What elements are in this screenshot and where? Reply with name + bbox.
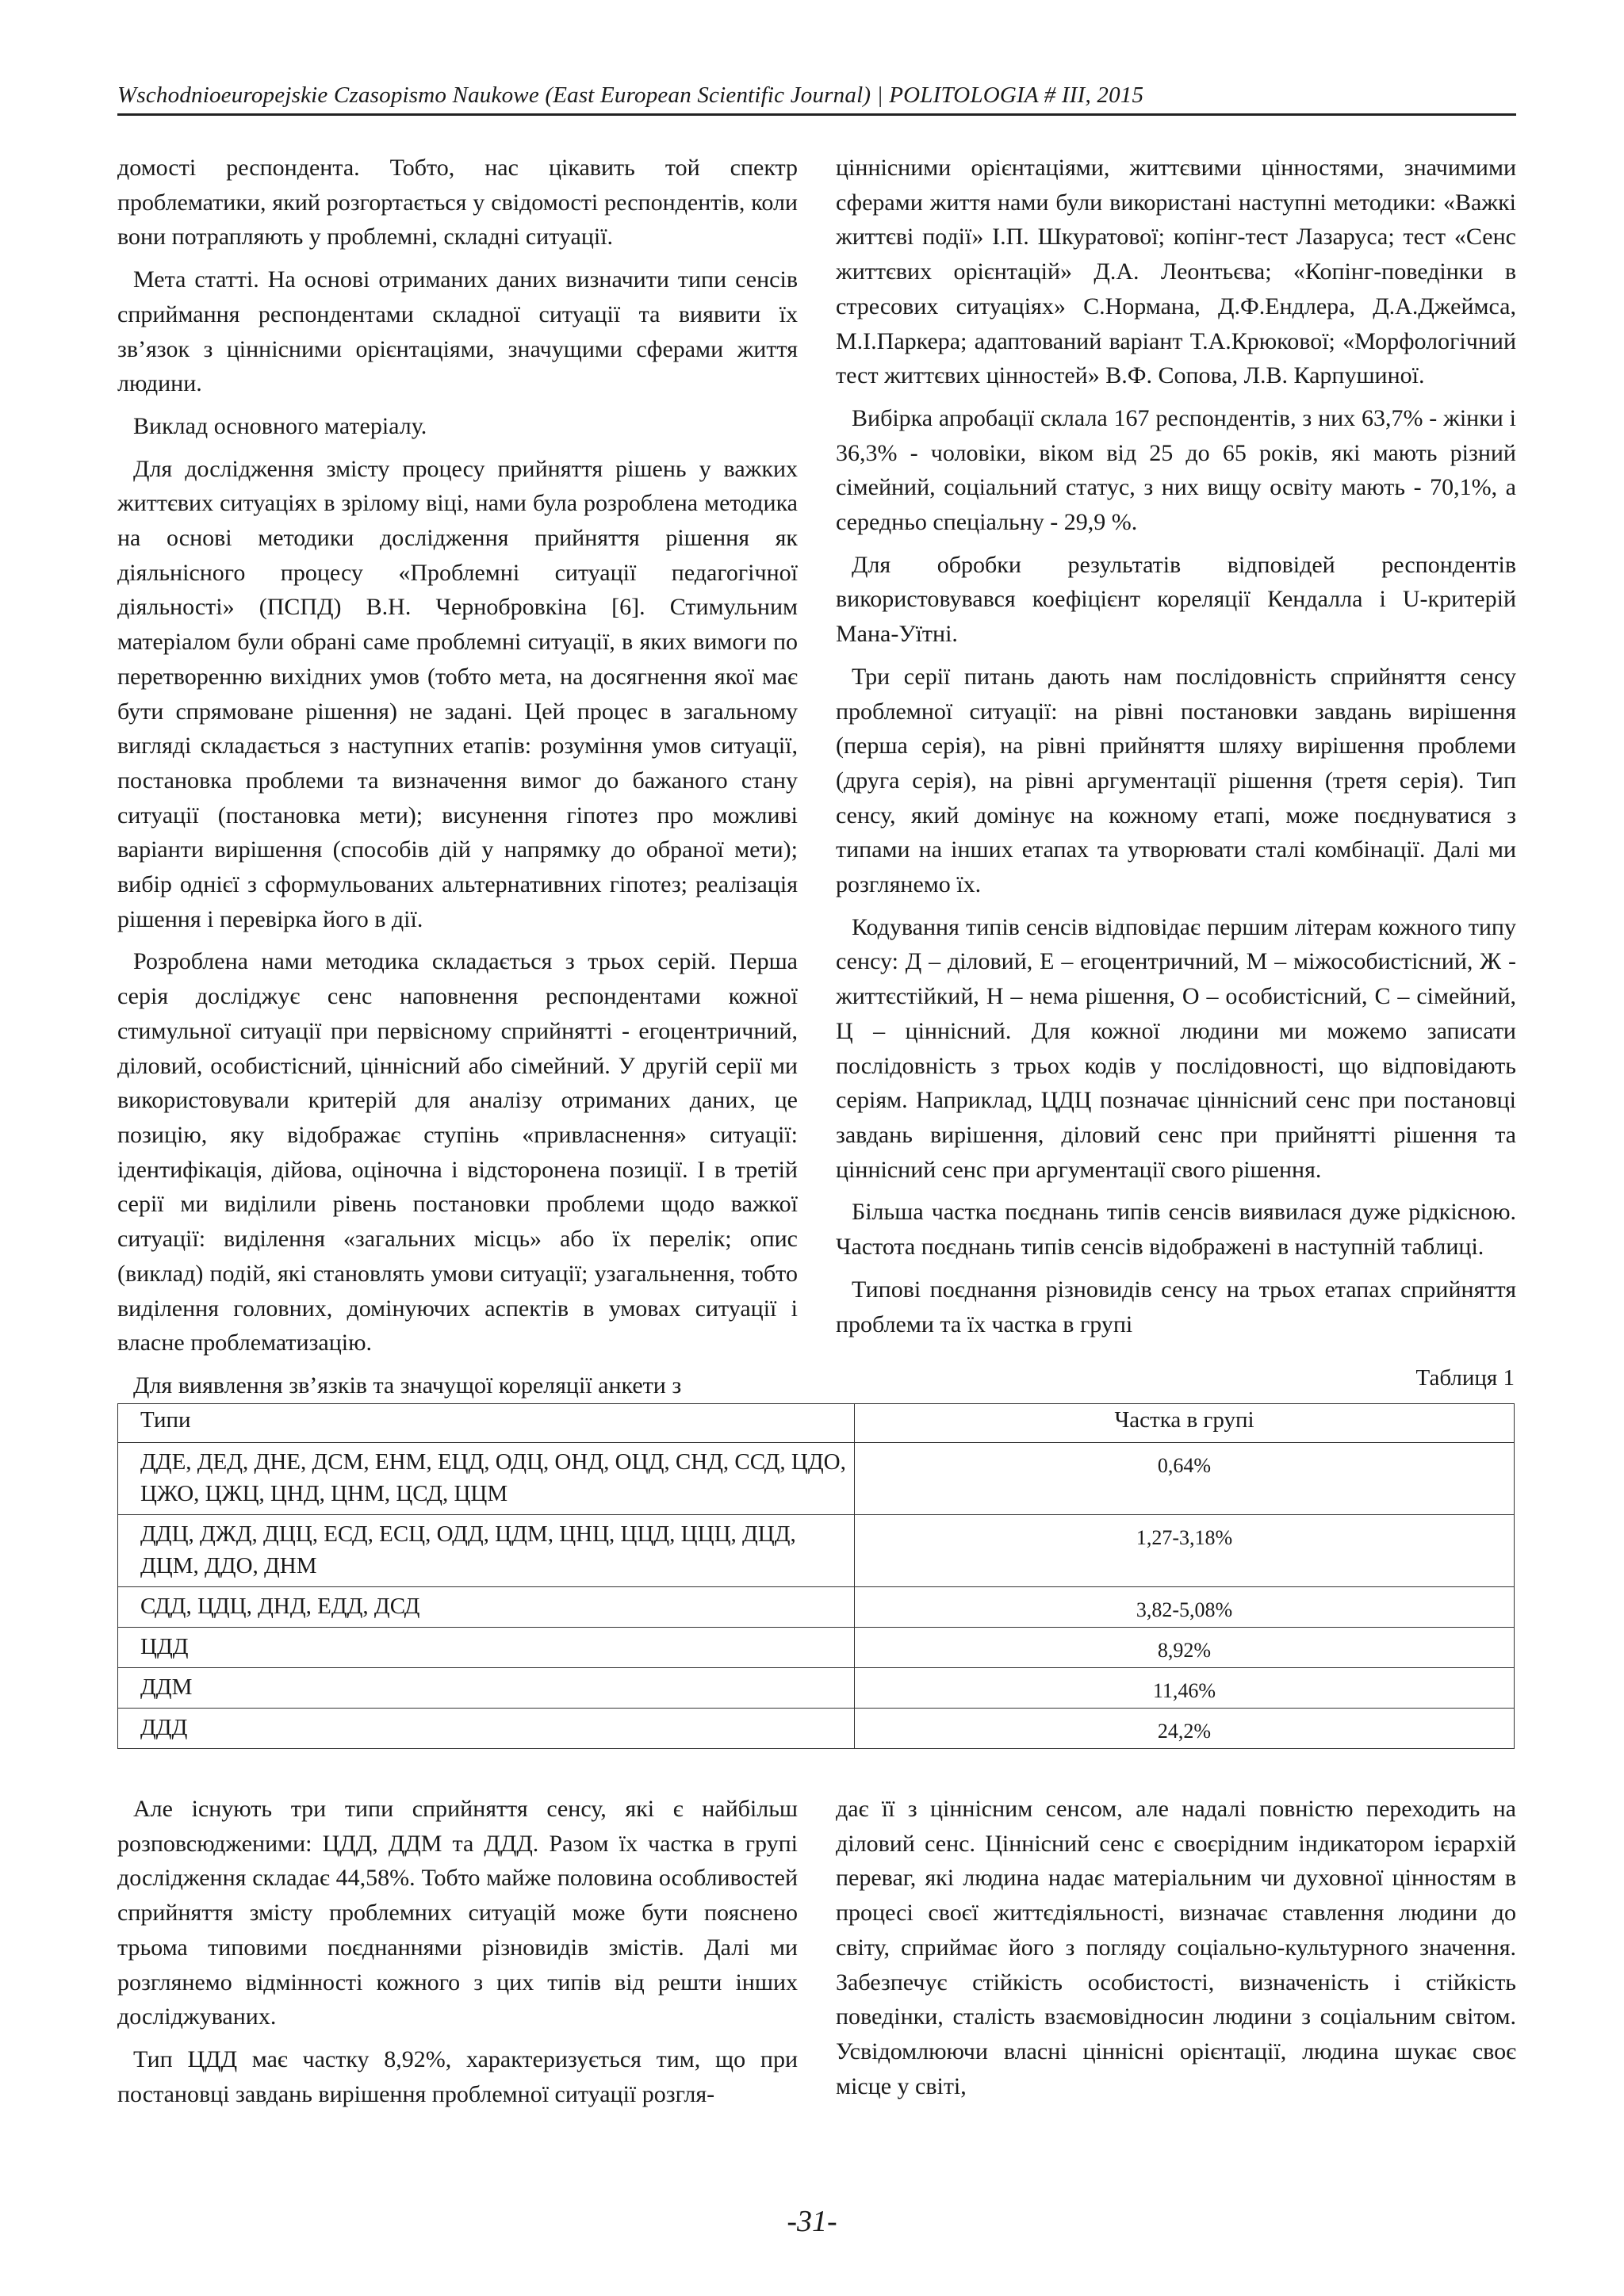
table-row xyxy=(118,1515,1515,1587)
table-header-row xyxy=(118,1404,1515,1443)
types-cell: СДД, ЦДЦ, ДНД, ЕДД, ДСД xyxy=(118,1587,855,1628)
column-header-share: Частка в групі xyxy=(855,1404,1515,1443)
paragraph: ціннісними орієнтаціями, життєвими цінностями, значимими сферами життя нами були використані наступні методики: «Важкі життєві події» І.П. Шкуратової; копінг-тест Лазаруса; тест «Сенс життєвих орієнтацій» Д.А. Леонтьєва; «Копінг-поведінки в стресових ситуаціях» С.Нормана, Д.Ф.Ендлера, Д.А.Джеймса, М.І.Паркера; адаптований варіант Т.А.Крюкової; «Морфологічний тест життєвих цінностей» В.Ф. Сопова, Л.В. Карпушиної. xyxy=(836,155,1516,389)
text-column-left-bottom xyxy=(117,1792,798,2111)
column-header-types: Типи xyxy=(118,1404,855,1443)
share-cell: 0,64% xyxy=(855,1443,1515,1515)
table-caption: Таблиця 1 xyxy=(1415,1365,1515,1391)
paragraph: Кодування типів сенсів відповідає першим літерам кожного типу сенсу: Д – діловий, Е – егоцентричний, М – міжособистісний, Ж - життєстійкий, Н – нема рішення, О – особистісний, С – сімейний, Ц – ціннісний. Для кожної людини ми можемо записати послідовність з трьох кодів у послідовності, що відповідають серіям. Наприклад, ЦДЦ позначає ціннісний сенс при постановці завдань вирішення, діловий сенс при прийнятті рішення та ціннісний сенс при аргументації свого рішення. xyxy=(836,913,1516,1183)
text-column-right-top xyxy=(836,151,1516,1341)
share-cell: 3,82-5,08% xyxy=(855,1587,1515,1628)
journal-header: Wschodnioeuropejskie Czasopismo Naukowe (East European Scientific Journal) | POLITOLOGIA # III, 2015 xyxy=(117,82,1516,116)
types-cell: ДДЕ, ДЕД, ДНЕ, ДСМ, ЕНМ, ЕЦД, ОДЦ, ОНД, ОЦД, СНД, ССД, ЦДО, ЦЖО, ЦЖЦ, ЦНД, ЦНМ, ЦСД, ЦЦМ xyxy=(118,1443,855,1515)
text-column-right-bottom xyxy=(836,1792,1516,2103)
data-table xyxy=(117,1403,1515,1749)
paragraph: Більша частка поєднань типів сенсів виявилася дуже рідкісною. Частота поєднань типів сенсів відображені в наступній таблиці. xyxy=(836,1199,1516,1261)
share-cell: 8,92% xyxy=(855,1628,1515,1668)
paragraph: Для обробки результатів відповідей респондентів використовувався коефіцієнт кореляції Кендалла і U-критерій Мана-Уїтні. xyxy=(836,551,1516,648)
paragraph: дає її з ціннісним сенсом, але надалі повністю переходить на діловий сенс. Ціннісний сенс є своєрідним індикатором ієрархій переваг, які людина надає матеріальним чи духовної цінностям в процесі своєї життєдіяльності, визначає ставлення людини до світу, сприймає його з погляду соціально-культурного значення. Забезпечує стійкість особистості, визначеність і стійкість поведінки, сталість взаємовідносин людини з соціальним світом. Усвідомлюючи власні ціннісні орієнтації, людина шукає своє місце у світі, xyxy=(836,1796,1516,2099)
paragraph: Три серії питань дають нам послідовність сприйняття сенсу проблемної ситуації: на рівні постановки завдань вирішення (перша серія), на рівні прийняття шляху вирішення проблеми (друга серія), на рівні аргументації рішення (третя серія). Тип сенсу, який домінує на кожному етапі, може поєднуватися з типами на інших етапах та утворювати сталі комбінації. Далі ми розглянемо їх. xyxy=(836,663,1516,898)
table-row xyxy=(118,1443,1515,1515)
paragraph: Для виявлення зв’язків та значущої кореляції анкети з xyxy=(133,1372,682,1399)
table-row xyxy=(118,1709,1515,1749)
share-cell: 11,46% xyxy=(855,1668,1515,1709)
types-cell: ЦДД xyxy=(118,1628,855,1668)
types-cell: ДДД xyxy=(118,1709,855,1749)
share-cell: 24,2% xyxy=(855,1709,1515,1749)
paragraph: Тип ЦДД має частку 8,92%, характеризується тим, що при постановці завдань вирішення проблемної ситуації розгля- xyxy=(117,2045,798,2107)
paragraph: Вибірка апробації склала 167 респондентів, з них 63,7% - жінки і 36,3% - чоловіки, віком від 25 до 65 років, які мають різний сімейний, соціальний статус, з них вищу освіту мають - 70,1%, а середньо спеціальну - 29,9 %. xyxy=(836,404,1516,536)
paragraph: Для дослідження змісту процесу прийняття рішень у важких життєвих ситуаціях в зрілому віці, нами була розроблена методика на основі методики дослідження прийняття рішення як діяльнісного процесу «Проблемні ситуації педагогічної діяльності» (ПСПД) В.Н. Чернобровкіна [6]. Стимульним матеріалом були обрані саме проблемні ситуації, в яких вимоги по перетворенню вихідних умов (тобто мета, на досягнення якої має бути спрямоване рішення) не задані. Цей процес в загальному вигляді складається з наступних етапів: розуміння умов ситуації, постановка проблеми та визначення вимог до бажаного стану ситуації (постановка мети); висунення гіпотез про можливі варіанти вирішення (способів дій у напрямку до обраної мети); вибір однієї з сформульованих альтернативних гіпотез; реалізація рішення і перевірка його в дії. xyxy=(117,455,798,932)
table-title: Типові поєднання різновидів сенсу на трьох етапах сприйняття проблеми та їх частка в групі xyxy=(836,1276,1516,1337)
text-column-left-top xyxy=(117,151,798,1403)
paragraph: Але існують три типи сприйняття сенсу, які є найбільш розповсюдженими: ЦДД, ДДМ та ДДД. Разом їх частка в групі дослідження складає 44,58%. Тобто майже половина особливостей сприйняття змісту проблемних ситуацій може бути пояснено трьома типовими поєднаннями різновидів змістів. Далі ми розглянемо відмінності кожного з цих типів від решти інших досліджуваних. xyxy=(117,1796,798,2030)
paragraph: Мета статті. На основі отриманих даних визначити типи сенсів сприймання респондентами складної ситуації та виявити їх зв’язок з ціннісними орієнтаціями, значущими сферами життя людини. xyxy=(117,266,798,397)
table-row xyxy=(118,1628,1515,1668)
table-row xyxy=(118,1587,1515,1628)
paragraph: домості респондента. Тобто, нас цікавить той спектр проблематики, який розгортається у свідомості респондентів, коли вони потрапляють у проблемні, складні ситуації. xyxy=(117,155,798,251)
page-number: -31- xyxy=(787,2205,837,2238)
table-row xyxy=(118,1668,1515,1709)
share-cell: 1,27-3,18% xyxy=(855,1515,1515,1587)
paragraph: Розроблена нами методика складається з трьох серій. Перша серія досліджує сенс наповнення респондентами кожної стимульної ситуації при первісному сприйнятті - егоцентричний, діловий, особистісний, ціннісний або сімейний. У другій серії ми використовували критерій для аналізу отриманих даних, це позицію, яку відображає ступінь «привласнення» ситуації: ідентифікація, дійова, оціночна і відсторонена позиції. І в третій серії ми виділили рівень постановки проблеми щодо важкої ситуації: виділення «загальних місць» або їх перелік; опис (виклад) подій, які становлять умови ситуації; узагальнення, тобто виділення головних, домінуючих аспектів в умовах ситуації і власне проблематизацію. xyxy=(117,948,798,1357)
types-cell: ДДМ xyxy=(118,1668,855,1709)
paragraph: Виклад основного матеріалу. xyxy=(133,412,427,439)
types-cell: ДДЦ, ДЖД, ДЦЦ, ЕСД, ЕСЦ, ОДД, ЦДМ, ЦНЦ, ЦЦД, ЦЦЦ, ДЦД, ДЦМ, ДДО, ДНМ xyxy=(118,1515,855,1587)
